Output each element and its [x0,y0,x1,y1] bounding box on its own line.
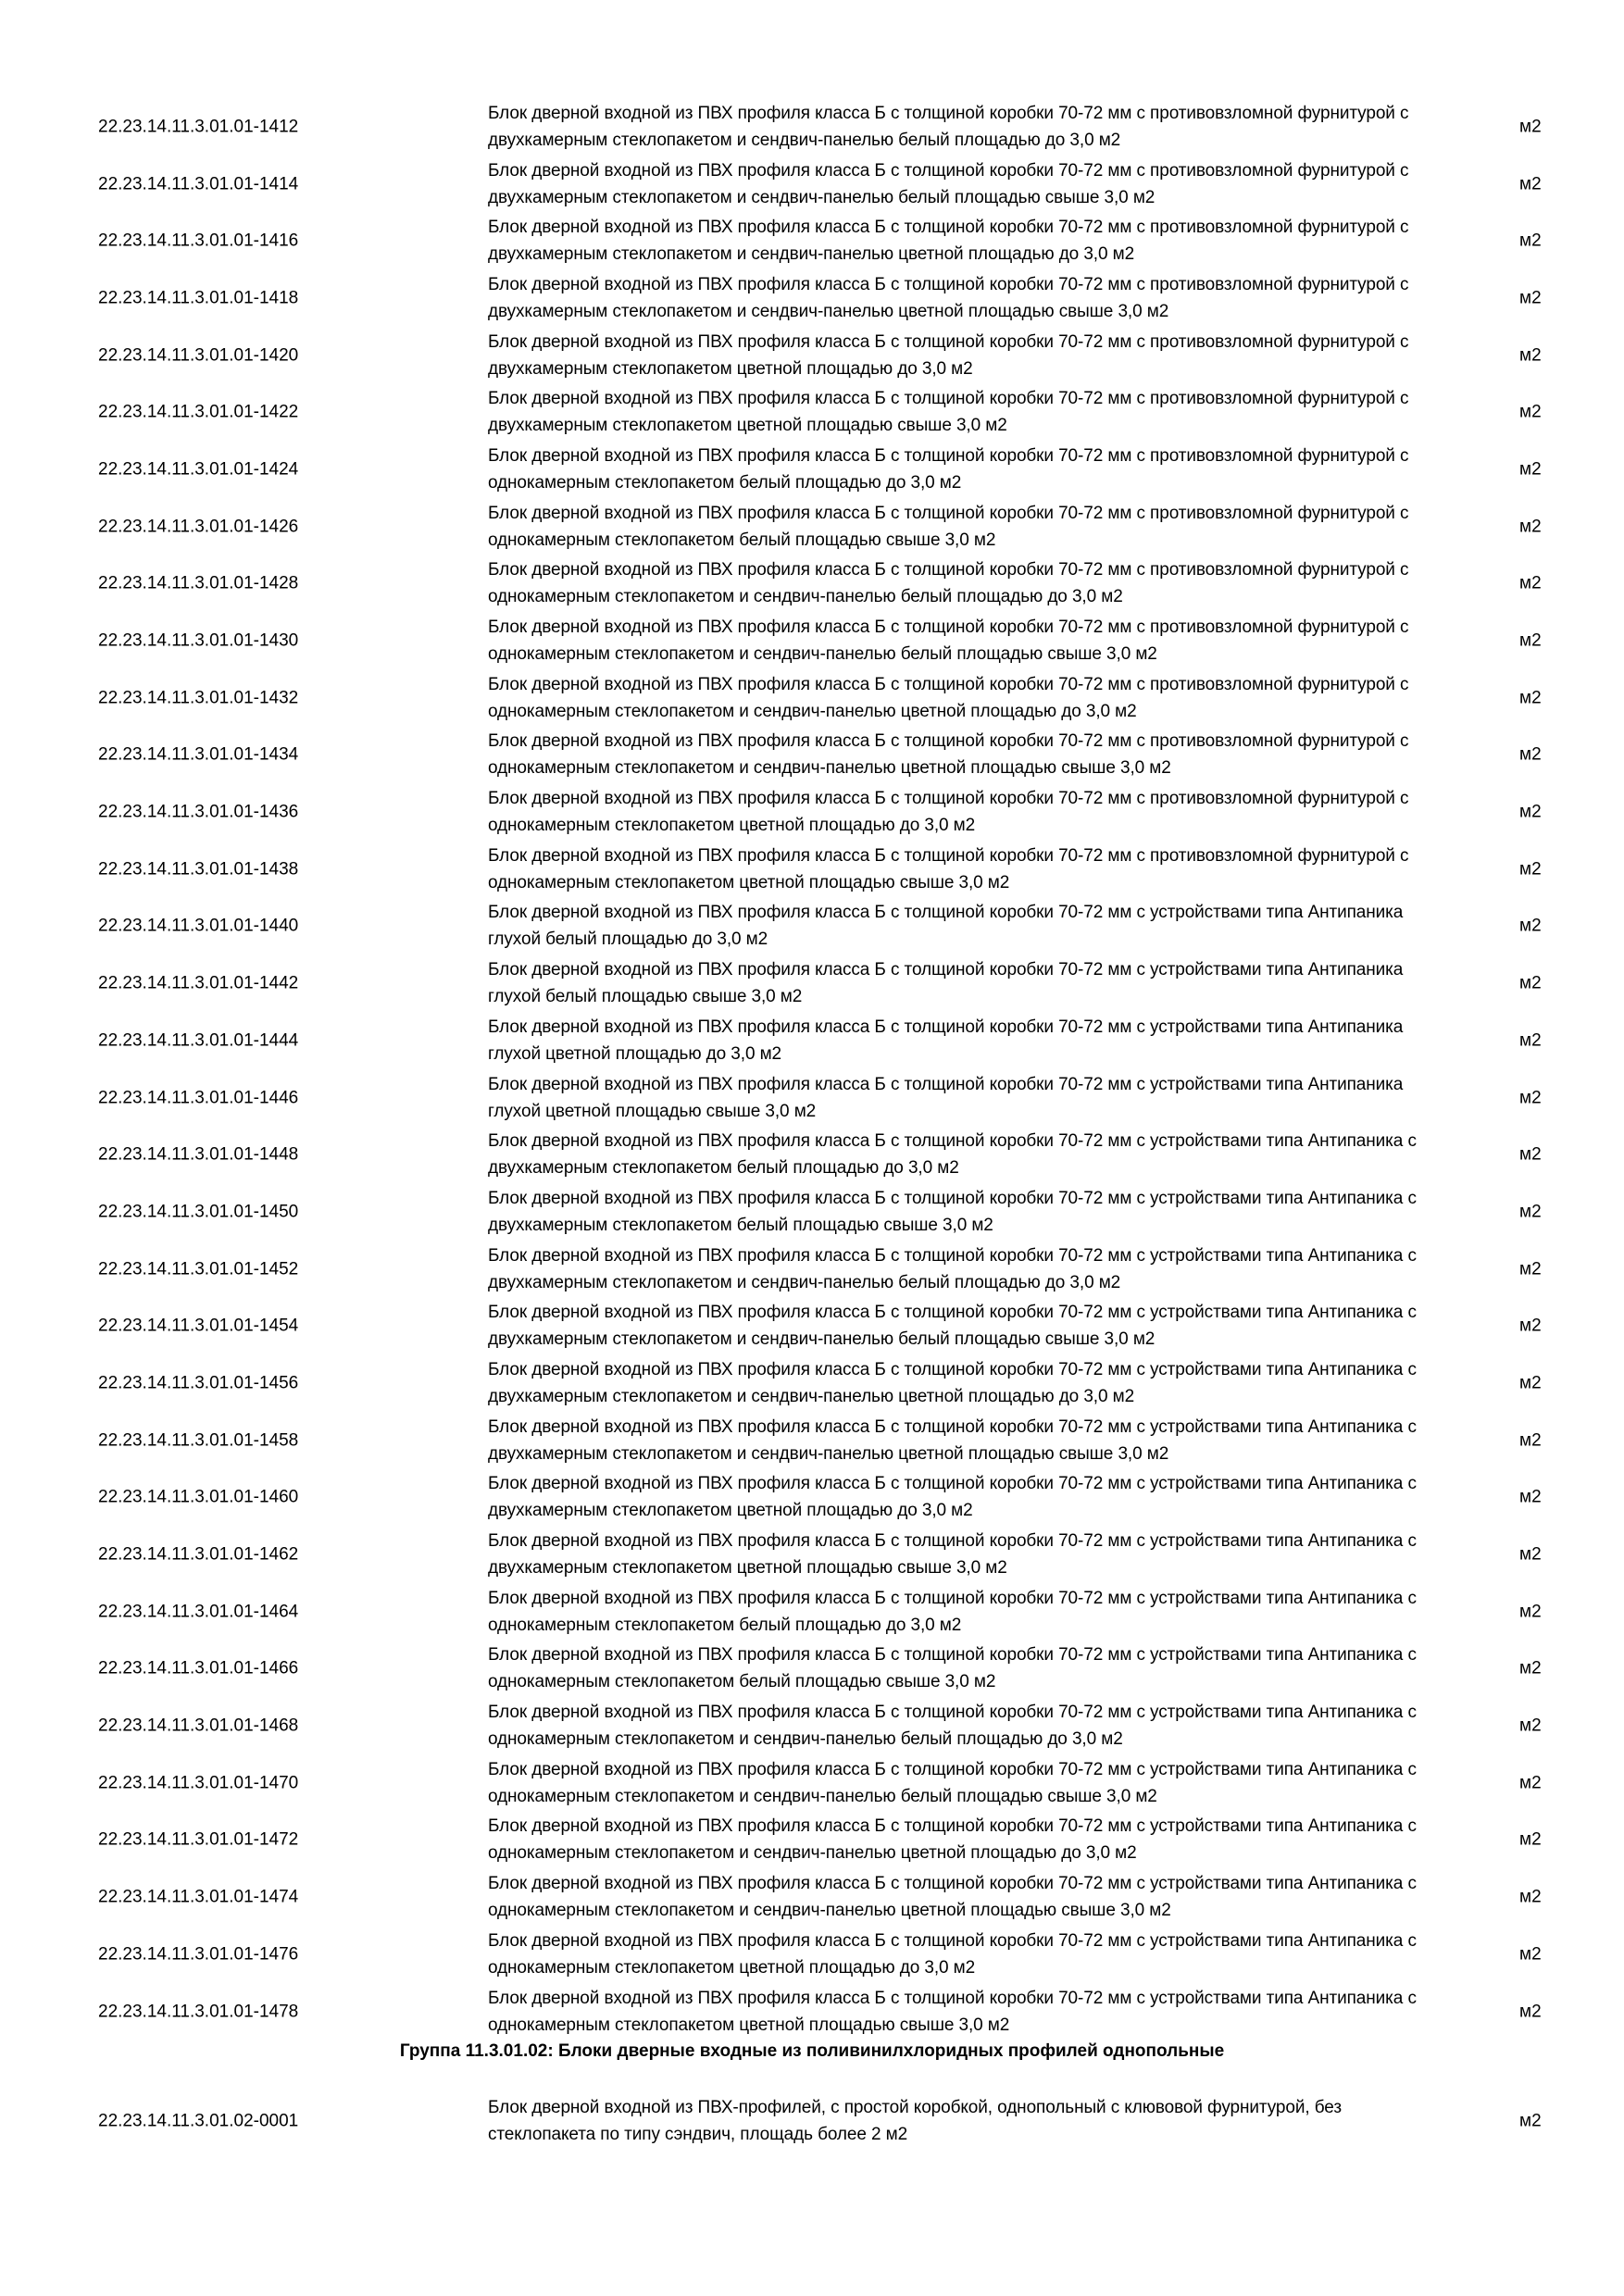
row-description: Блок дверной входной из ПВХ профиля класса Б с толщиной коробки 70-72 мм с устройствами типа Антипаника глухой белый площадью до 3,0 м2 [488,903,1404,950]
row-unit: м2 [1519,2002,1542,2022]
row-description: Блок дверной входной из ПВХ профиля класса Б с толщиной коробки 70-72 мм с устройствами типа Антипаника глухой цветной площадью до 3,0 м2 [488,1017,1404,1064]
row-unit: м2 [1519,1144,1542,1165]
row-unit: м2 [1519,345,1542,366]
price-table [0,98,1624,2040]
table-row [0,898,1624,955]
table-row [0,1697,1624,1754]
row-unit: м2 [1519,1373,1542,1393]
row-unit: м2 [1519,459,1542,480]
row-code: 22.23.14.11.3.01.01-1428 [98,573,299,593]
row-unit: м2 [1519,1202,1542,1222]
row-description: Блок дверной входной из ПВХ профиля класса Б с толщиной коробки 70-72 мм с устройствами типа Антипаника с двухкамерным стеклопакетом цветной площадью свыше 3,0 м2 [488,1531,1417,1578]
row-description: Блок дверной входной из ПВХ профиля класса Б с толщиной коробки 70-72 мм с устройствами типа Антипаника с двухкамерным стеклопакетом цветной площадью до 3,0 м2 [488,1474,1417,1521]
row-code: 22.23.14.11.3.01.01-1462 [98,1544,299,1565]
row-unit: м2 [1519,402,1542,422]
row-description: Блок дверной входной из ПВХ профиля класса Б с толщиной коробки 70-72 мм с противовзломной фурнитурой с однокамерным стеклопакетом и сендвич-панелью цветной площадью до 3,0 м2 [488,674,1409,721]
row-description: Блок дверной входной из ПВХ профиля класса Б с толщиной коробки 70-72 мм с противовзломной фурнитурой с двухкамерным стеклопакетом и сендвич-панелью белый площадью свыше 3,0 м2 [488,160,1409,207]
table-row [0,383,1624,441]
row-unit: м2 [1519,630,1542,651]
table-row [0,98,1624,156]
row-code: 22.23.14.11.3.01.01-1422 [98,402,299,422]
row-description: Блок дверной входной из ПВХ профиля класса Б с толщиной коробки 70-72 мм с устройствами типа Антипаника с однокамерным стеклопакетом и сендвич-панелью белый площадью свыше 3,0 м2 [488,1759,1417,1806]
row-unit: м2 [1519,1944,1542,1965]
table-row [0,1183,1624,1241]
table-row [0,1754,1624,1812]
row-unit: м2 [1519,1487,1542,1507]
row-unit: м2 [1519,859,1542,880]
row-code: 22.23.14.11.3.01.01-1448 [98,1144,299,1165]
row-description: Блок дверной входной из ПВХ профиля класса Б с толщиной коробки 70-72 мм с противовзломной фурнитурой с однокамерным стеклопакетом белый площадью до 3,0 м2 [488,445,1409,493]
row-unit: м2 [1519,973,1542,993]
row-unit: м2 [1519,1829,1542,1850]
table-row [0,612,1624,669]
row-unit: м2 [1519,1544,1542,1565]
row-description: Блок дверной входной из ПВХ профиля класса Б с толщиной коробки 70-72 мм с противовзломной фурнитурой с однокамерным стеклопакетом и сендвич-панелью белый площадью свыше 3,0 м2 [488,618,1409,665]
table-row [0,841,1624,898]
row-description: Блок дверной входной из ПВХ профиля класса Б с толщиной коробки 70-72 мм с устройствами типа Антипаника с однокамерным стеклопакетом и сендвич-панелью цветной площадью свыше 3,0 м2 [488,1874,1417,1921]
row-description: Блок дверной входной из ПВХ профиля класса Б с толщиной коробки 70-72 мм с устройствами типа Антипаника с однокамерным стеклопакетом и сендвич-панелью цветной площадью до 3,0 м2 [488,1816,1417,1864]
row-unit: м2 [1519,573,1542,593]
table-row [0,156,1624,213]
row-unit: м2 [1519,744,1542,765]
table-row [0,2090,1624,2152]
table-row [0,1012,1624,1069]
row-code: 22.23.14.11.3.01.01-1478 [98,2002,299,2022]
row-description: Блок дверной входной из ПВХ профиля класса Б с толщиной коробки 70-72 мм с устройствами типа Антипаника с двухкамерным стеклопакетом и сендвич-панелью белый площадью свыше 3,0 м2 [488,1303,1417,1350]
row-description: Блок дверной входной из ПВХ профиля класса Б с толщиной коробки 70-72 мм с устройствами типа Антипаника глухой белый площадью свыше 3,0 м2 [488,960,1404,1007]
row-description: Блок дверной входной из ПВХ профиля класса Б с толщиной коробки 70-72 мм с устройствами типа Антипаника с двухкамерным стеклопакетом и сендвич-панелью цветной площадью свыше 3,0 м2 [488,1416,1417,1464]
row-code: 22.23.14.11.3.01.01-1468 [98,1716,299,1736]
row-description: Блок дверной входной из ПВХ профиля класса Б с толщиной коробки 70-72 мм с устройствами типа Антипаника с двухкамерным стеклопакетом белый площадью до 3,0 м2 [488,1131,1417,1179]
row-unit: м2 [1519,688,1542,708]
table-row [0,1354,1624,1412]
row-code: 22.23.14.11.3.01.01-1472 [98,1829,299,1850]
row-unit: м2 [1519,2111,1542,2131]
row-description: Блок дверной входной из ПВХ профиля класса Б с толщиной коробки 70-72 мм с устройствами типа Антипаника глухой цветной площадью свыше 3,0 м2 [488,1074,1404,1121]
row-unit: м2 [1519,174,1542,194]
table-row [0,212,1624,269]
row-code: 22.23.14.11.3.01.01-1436 [98,802,299,822]
row-code: 22.23.14.11.3.01.02-0001 [98,2111,299,2131]
table-row [0,441,1624,498]
row-description: Блок дверной входной из ПВХ профиля класса Б с толщиной коробки 70-72 мм с противовзломной фурнитурой с двухкамерным стеклопакетом и сендвич-панелью белый площадью до 3,0 м2 [488,103,1409,150]
table-row [0,498,1624,555]
row-description: Блок дверной входной из ПВХ профиля класса Б с толщиной коробки 70-72 мм с противовзломной фурнитурой с однокамерным стеклопакетом цветной площадью до 3,0 м2 [488,789,1409,836]
row-unit: м2 [1519,288,1542,308]
row-unit: м2 [1519,231,1542,251]
table-row [0,1297,1624,1354]
row-description: Блок дверной входной из ПВХ профиля класса Б с толщиной коробки 70-72 мм с устройствами типа Антипаника с однокамерным стеклопакетом и сендвич-панелью белый площадью до 3,0 м2 [488,1703,1417,1750]
row-description: Блок дверной входной из ПВХ профиля класса Б с толщиной коробки 70-72 мм с противовзломной фурнитурой с двухкамерным стеклопакетом цветной площадью свыше 3,0 м2 [488,389,1409,436]
row-code: 22.23.14.11.3.01.01-1470 [98,1773,299,1793]
row-code: 22.23.14.11.3.01.01-1438 [98,859,299,880]
row-description: Блок дверной входной из ПВХ профиля класса Б с толщиной коробки 70-72 мм с устройствами типа Антипаника с двухкамерным стеклопакетом и сендвич-панелью белый площадью до 3,0 м2 [488,1245,1417,1292]
table-row [0,1469,1624,1527]
row-code: 22.23.14.11.3.01.01-1442 [98,973,299,993]
table-row [0,955,1624,1012]
row-description: Блок дверной входной из ПВХ профиля класса Б с толщиной коробки 70-72 мм с устройствами типа Антипаника с однокамерным стеклопакетом белый площадью до 3,0 м2 [488,1588,1417,1635]
row-code: 22.23.14.11.3.01.01-1460 [98,1487,299,1507]
row-description: Блок дверной входной из ПВХ профиля класса Б с толщиной коробки 70-72 мм с устройствами типа Антипаника с двухкамерным стеклопакетом и сендвич-панелью цветной площадью до 3,0 м2 [488,1359,1417,1406]
table-row [0,1412,1624,1469]
group-heading: Группа 11.3.01.02: Блоки дверные входные из поливинилхлоридных профилей однопольные [399,2041,1225,2061]
row-unit: м2 [1519,1259,1542,1279]
row-description: Блок дверной входной из ПВХ профиля класса Б с толщиной коробки 70-72 мм с противовзломной фурнитурой с однокамерным стеклопакетом и сендвич-панелью цветной площадью свыше 3,0 м2 [488,731,1409,779]
row-unit: м2 [1519,1887,1542,1907]
row-code: 22.23.14.11.3.01.01-1464 [98,1602,299,1622]
table-row [0,783,1624,841]
row-description: Блок дверной входной из ПВХ профиля класса Б с толщиной коробки 70-72 мм с противовзломной фурнитурой с однокамерным стеклопакетом и сендвич-панелью белый площадью до 3,0 м2 [488,560,1409,607]
row-unit: м2 [1519,1088,1542,1108]
table-row [0,1812,1624,1869]
row-code: 22.23.14.11.3.01.01-1474 [98,1887,299,1907]
row-unit: м2 [1519,1430,1542,1451]
table-row [0,1868,1624,1926]
row-code: 22.23.14.11.3.01.01-1416 [98,231,299,251]
table-row [0,1526,1624,1583]
row-unit: м2 [1519,1716,1542,1736]
table-row [0,727,1624,784]
table-row [0,1983,1624,2040]
table-row [0,1641,1624,1698]
row-code: 22.23.14.11.3.01.01-1452 [98,1259,299,1279]
row-unit: м2 [1519,1316,1542,1336]
table-row [0,1126,1624,1183]
row-code: 22.23.14.11.3.01.01-1414 [98,174,299,194]
table-row [0,1069,1624,1127]
row-description: Блок дверной входной из ПВХ профиля класса Б с толщиной коробки 70-72 мм с противовзломной фурнитурой с двухкамерным стеклопакетом и сендвич-панелью цветной площадью свыше 3,0 м2 [488,274,1409,321]
row-code: 22.23.14.11.3.01.01-1430 [98,630,299,651]
table-row [0,269,1624,327]
row-code: 22.23.14.11.3.01.01-1418 [98,288,299,308]
row-unit: м2 [1519,1658,1542,1678]
table-row [0,327,1624,384]
row-unit: м2 [1519,1030,1542,1051]
row-description: Блок дверной входной из ПВХ профиля класса Б с толщиной коробки 70-72 мм с противовзломной фурнитурой с двухкамерным стеклопакетом цветной площадью до 3,0 м2 [488,331,1409,379]
row-code: 22.23.14.11.3.01.01-1424 [98,459,299,480]
table-row [0,1583,1624,1641]
row-description: Блок дверной входной из ПВХ профиля класса Б с толщиной коробки 70-72 мм с устройствами типа Антипаника с однокамерным стеклопакетом белый площадью свыше 3,0 м2 [488,1645,1417,1692]
row-description: Блок дверной входной из ПВХ профиля класса Б с толщиной коробки 70-72 мм с противовзломной фурнитурой с двухкамерным стеклопакетом и сендвич-панелью цветной площадью до 3,0 м2 [488,218,1409,265]
row-code: 22.23.14.11.3.01.01-1426 [98,517,299,537]
row-unit: м2 [1519,1602,1542,1622]
row-code: 22.23.14.11.3.01.01-1458 [98,1430,299,1451]
row-code: 22.23.14.11.3.01.01-1444 [98,1030,299,1051]
row-description: Блок дверной входной из ПВХ профиля класса Б с толщиной коробки 70-72 мм с противовзломной фурнитурой с однокамерным стеклопакетом цветной площадью свыше 3,0 м2 [488,845,1409,892]
table-row [0,669,1624,727]
row-unit: м2 [1519,916,1542,936]
row-description: Блок дверной входной из ПВХ профиля класса Б с толщиной коробки 70-72 мм с устройствами типа Антипаника с однокамерным стеклопакетом цветной площадью свыше 3,0 м2 [488,1988,1417,2035]
row-unit: м2 [1519,802,1542,822]
row-unit: м2 [1519,517,1542,537]
row-code: 22.23.14.11.3.01.01-1450 [98,1202,299,1222]
table-row [0,1241,1624,1298]
table-row [0,555,1624,613]
row-description: Блок дверной входной из ПВХ-профилей, с простой коробкой, однопольный с клювовой фурнитурой, без стеклопакета по типу сэндвич, площадь более 2 м2 [488,2098,1342,2144]
row-code: 22.23.14.11.3.01.01-1412 [98,117,299,137]
row-code: 22.23.14.11.3.01.01-1466 [98,1658,299,1678]
row-code: 22.23.14.11.3.01.01-1432 [98,688,299,708]
row-unit: м2 [1519,1773,1542,1793]
row-unit: м2 [1519,117,1542,137]
row-code: 22.23.14.11.3.01.01-1454 [98,1316,299,1336]
row-code: 22.23.14.11.3.01.01-1440 [98,916,299,936]
row-description: Блок дверной входной из ПВХ профиля класса Б с толщиной коробки 70-72 мм с устройствами типа Антипаника с двухкамерным стеклопакетом белый площадью свыше 3,0 м2 [488,1188,1417,1235]
row-code: 22.23.14.11.3.01.01-1456 [98,1373,299,1393]
row-code: 22.23.14.11.3.01.01-1476 [98,1944,299,1965]
row-code: 22.23.14.11.3.01.01-1434 [98,744,299,765]
table-row [0,1926,1624,1983]
row-code: 22.23.14.11.3.01.01-1446 [98,1088,299,1108]
row-description: Блок дверной входной из ПВХ профиля класса Б с толщиной коробки 70-72 мм с противовзломной фурнитурой с однокамерным стеклопакетом белый площадью свыше 3,0 м2 [488,503,1409,550]
row-code: 22.23.14.11.3.01.01-1420 [98,345,299,366]
row-description: Блок дверной входной из ПВХ профиля класса Б с толщиной коробки 70-72 мм с устройствами типа Антипаника с однокамерным стеклопакетом цветной площадью до 3,0 м2 [488,1930,1417,1978]
